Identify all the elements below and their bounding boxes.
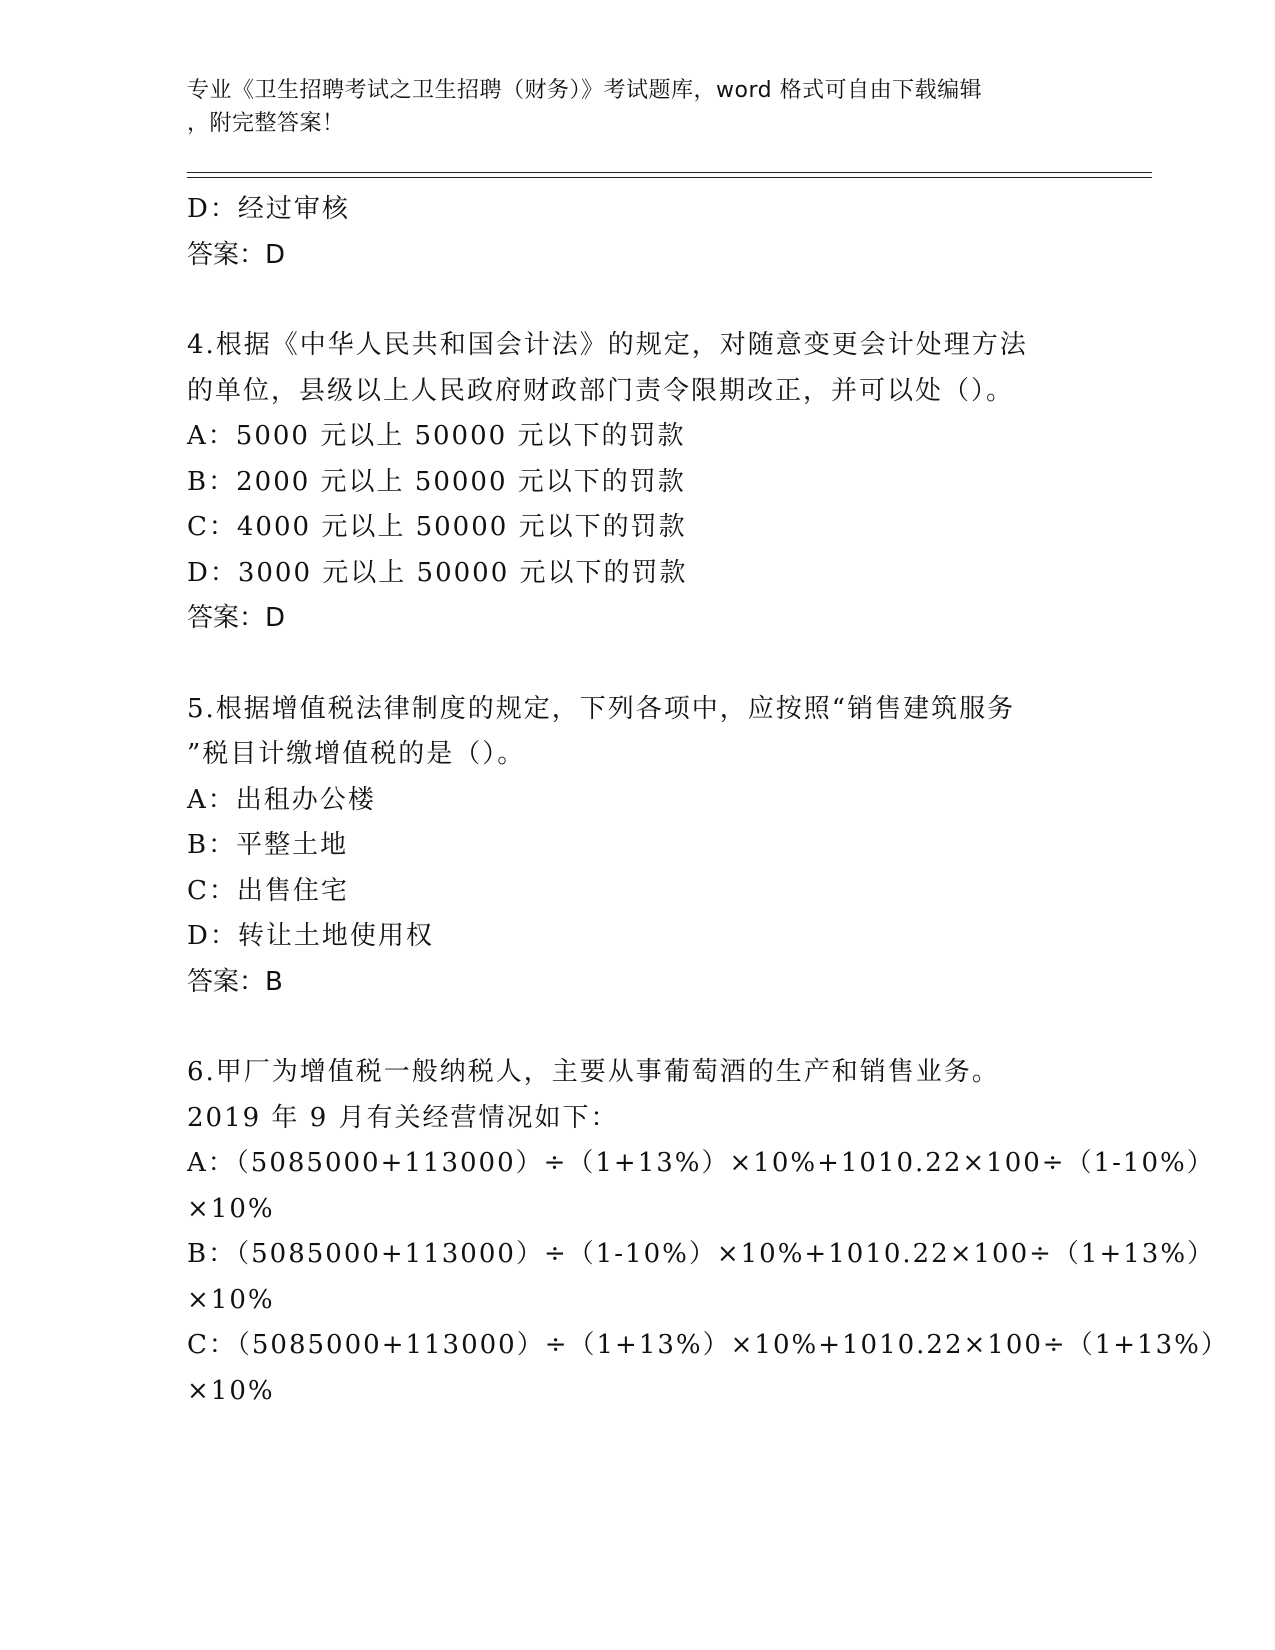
q3-answer: 答案：D bbox=[187, 239, 286, 270]
q4-answer: 答案：D bbox=[187, 603, 286, 633]
q6-option-b-line-2: ×10% bbox=[187, 1284, 275, 1315]
q6-option-a-line-1: A：（5085000+113000）÷（1+13%）×10%+1010.22×100÷（1-10%） bbox=[187, 1148, 1215, 1178]
q4-option-c: C：4000 元以上 50000 元以下的罚款 bbox=[187, 512, 687, 542]
q5-option-c: C：出售住宅 bbox=[187, 875, 349, 906]
q6-option-c-line-1: C：（5085000+113000）÷（1+13%）×10%+1010.22×100÷（1+13%） bbox=[187, 1330, 1229, 1360]
q6-stem-line-2: 2019 年 9 月有关经营情况如下： bbox=[187, 1102, 619, 1133]
document-header bbox=[187, 74, 1067, 140]
q6-option-a-line-2: ×10% bbox=[187, 1193, 275, 1224]
header-line-2: ，附完整答案！ bbox=[187, 111, 345, 136]
question-4 bbox=[187, 323, 1087, 642]
q5-stem-line-2: ”税目计缴增值税的是（）。 bbox=[187, 739, 526, 769]
q4-stem-line-2: 的单位，县级以上人民政府财政部门责令限期改正，并可以处（）。 bbox=[187, 375, 1015, 406]
header-line-1: 专业《卫生招聘考试之卫生招聘（财务）》考试题库，word 格式可自由下载编辑 bbox=[187, 78, 983, 103]
q6-stem-line-1: 6.甲厂为增值税一般纳税人，主要从事葡萄酒的生产和销售业务。 bbox=[187, 1057, 1000, 1087]
q5-option-d: D：转让土地使用权 bbox=[187, 921, 434, 951]
question-6 bbox=[187, 1050, 1229, 1414]
question-3-tail bbox=[187, 187, 1087, 278]
q6-option-b-line-1: B：（5085000+113000）÷（1-10%）×10%+1010.22×100÷（1+13%） bbox=[187, 1239, 1216, 1269]
q5-option-b: B：平整土地 bbox=[187, 830, 349, 860]
header-rule-top bbox=[187, 172, 1152, 173]
q5-option-a: A：出租办公楼 bbox=[187, 784, 376, 815]
question-5 bbox=[187, 687, 1087, 1006]
q3-option-d: D：经过审核 bbox=[187, 194, 350, 224]
q4-stem-line-1: 4.根据《中华人民共和国会计法》的规定，对随意变更会计处理方法 bbox=[187, 330, 1028, 360]
q5-stem-line-1: 5.根据增值税法律制度的规定，下列各项中，应按照“销售建筑服务 bbox=[187, 693, 1016, 724]
header-rule-bottom bbox=[187, 177, 1152, 178]
q5-answer: 答案：B bbox=[187, 966, 283, 997]
question-content bbox=[187, 187, 1229, 1414]
q6-option-c-line-2: ×10% bbox=[187, 1375, 275, 1406]
q4-option-b: B：2000 元以上 50000 元以下的罚款 bbox=[187, 466, 686, 497]
q4-option-a: A：5000 元以上 50000 元以下的罚款 bbox=[187, 421, 686, 451]
q4-option-d: D：3000 元以上 50000 元以下的罚款 bbox=[187, 557, 688, 588]
